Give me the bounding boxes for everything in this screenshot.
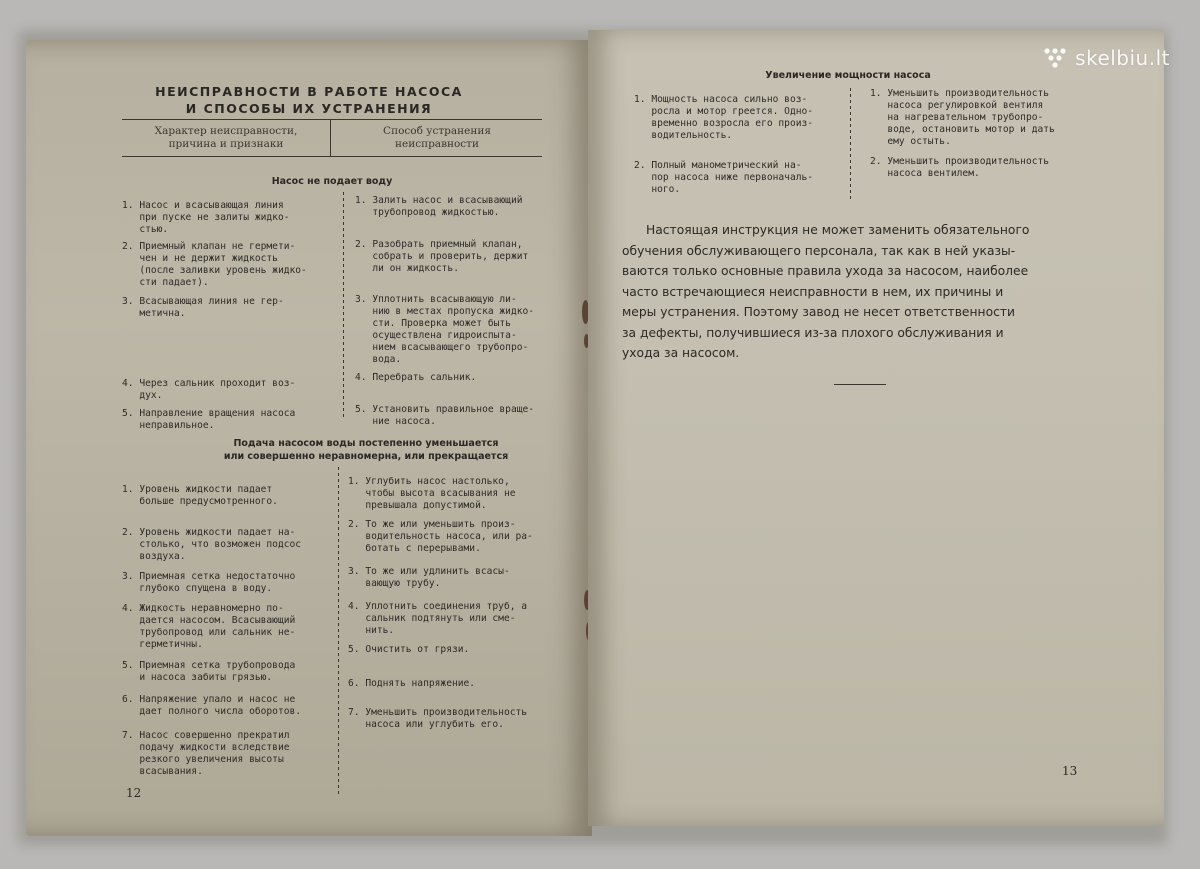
section2-fix-2: 2. То же или уменьшить произ- водительность насоса, или ра- ботать с перерывами. — [348, 519, 533, 554]
section1-fix-5: 5. Установить правильное враще- ние насоса. — [355, 404, 535, 427]
right-section-title: Увеличение мощности насоса — [765, 70, 931, 81]
section1-fix-1: 1. Залить насос и всасывающий трубопровод жидкостью. — [355, 195, 523, 218]
section1-title: Насос не подает воду — [271, 176, 393, 187]
section2-fault-3: 3. Приемная сетка недостаточно глубоко спущена в воду. — [122, 571, 296, 594]
section1-fix-4: 4. Перебрать сальник. — [355, 372, 477, 383]
closing-paragraph: Настоящая инструкция не может заменить обязательного обучения обслуживающего персонала, так как в ней указы- ваются только основные правила ухода за насосом, наиболее часто встречающиеся неисправности в нем, их причины и меры устранения. Поэтому завод не несет ответственности за дефекты, получившиеся из-за плохого обслуживания и ухода за насосом. — [622, 223, 1030, 360]
table-header-top-rule — [122, 119, 542, 120]
column-header-fault: Характер неисправности, причина и признаки — [154, 125, 298, 150]
section2-fault-6: 6. Напряжение упало и насос не дает полного числа оборотов. — [122, 694, 302, 717]
section2-fault-1: 1. Уровень жидкости падает больше предусмотренного. — [122, 484, 278, 507]
section2-fix-7: 7. Уменьшить производительность насоса или углубить его. — [348, 707, 528, 730]
section1-fault-3: 3. Всасывающая линия не гер- метична. — [122, 296, 284, 319]
section2-fault-4: 4. Жидкость неравномерно по- дается насосом. Всасывающий трубопровод или сальник не- герметичны. — [122, 603, 296, 650]
section1-fault-2: 2. Приемный клапан не гермети- чен и не держит жидкость (после заливки уровень жидко- сти падает). — [122, 241, 307, 288]
section2-fault-5: 5. Приемная сетка трубопровода и насоса забиты грязью. — [122, 660, 296, 683]
skelbiu-logo-text: skelbiu.lt — [1075, 46, 1170, 70]
section2-fix-1: 1. Углубить насос настолько, чтобы высота всасывания не превышала допустимой. — [348, 476, 516, 511]
table-header-divider — [330, 119, 331, 157]
right-fix-2: 2. Уменьшить производительность насоса вентилем. — [870, 156, 1050, 179]
column-header-fix: Способ устранения неисправности — [383, 125, 491, 150]
section2-title-line1: Подача насосом воды постепенно уменьшается — [233, 438, 499, 449]
section1-fix-2: 2. Разобрать приемный клапан, собрать и проверить, держит ли он жидкость. — [355, 239, 529, 274]
closing-separator-rule — [834, 384, 886, 385]
section2-fix-4: 4. Уплотнить соединения труб, а сальник подтянуть или сме- нить. — [348, 601, 528, 636]
section1-fault-1: 1. Насос и всасывающая линия при пуске не залиты жидко- стью. — [122, 200, 290, 235]
right-column-divider — [850, 88, 851, 202]
section1-fault-5: 5. Направление вращения насоса неправильное. — [122, 408, 296, 431]
section2-column-divider — [338, 467, 339, 797]
page-number-right: 13 — [1062, 764, 1078, 778]
right-page — [588, 30, 1164, 826]
section1-column-divider — [343, 192, 344, 420]
section2-fix-3: 3. То же или удлинить всасы- вающую трубу. — [348, 566, 510, 589]
section2-title-line2: или совершенно неравномерна, или прекращается — [223, 451, 509, 462]
section2-fault-2: 2. Уровень жидкости падает на- столько, что возможен подсос воздуха. — [122, 527, 302, 562]
dots-logo-icon — [1043, 47, 1069, 69]
right-fix-1: 1. Уменьшить производительность насоса регулировкой вентиля на нагревательном трубопро- воде, остановить мотор и дать ему остыть. — [870, 88, 1055, 147]
section2-fault-7: 7. Насос совершенно прекратил подачу жидкости вследствие резкого увеличения высоты всасывания. — [122, 730, 290, 777]
left-page-title-line2: И СПОСОБЫ ИХ УСТРАНЕНИЯ — [185, 101, 433, 116]
left-page — [26, 40, 592, 836]
right-fault-1: 1. Мощность насоса сильно воз- росла и мотор греется. Одно- временно возросла его произ- водительность. — [634, 94, 814, 141]
skelbiu-logo — [1043, 46, 1170, 70]
page-number-left: 12 — [126, 786, 142, 800]
left-page-title-line1: НЕИСПРАВНОСТИ В РАБОТЕ НАСОСА — [155, 84, 463, 99]
section2-fix-5: 5. Очистить от грязи. — [348, 644, 470, 655]
table-header-bottom-rule — [122, 156, 542, 157]
section1-fault-4: 4. Через сальник проходит воз- дух. — [122, 378, 296, 401]
section2-fix-6: 6. Поднять напряжение. — [348, 678, 476, 689]
section1-fix-3: 3. Уплотнить всасывающую ли- нию в местах пропуска жидко- сти. Проверка может быть осуществлена гидроиспыта- нием всасывающего трубопро- вода. — [355, 294, 535, 365]
right-fault-2: 2. Полный манометрический на- пор насоса ниже первоначаль- ного. — [634, 160, 814, 195]
